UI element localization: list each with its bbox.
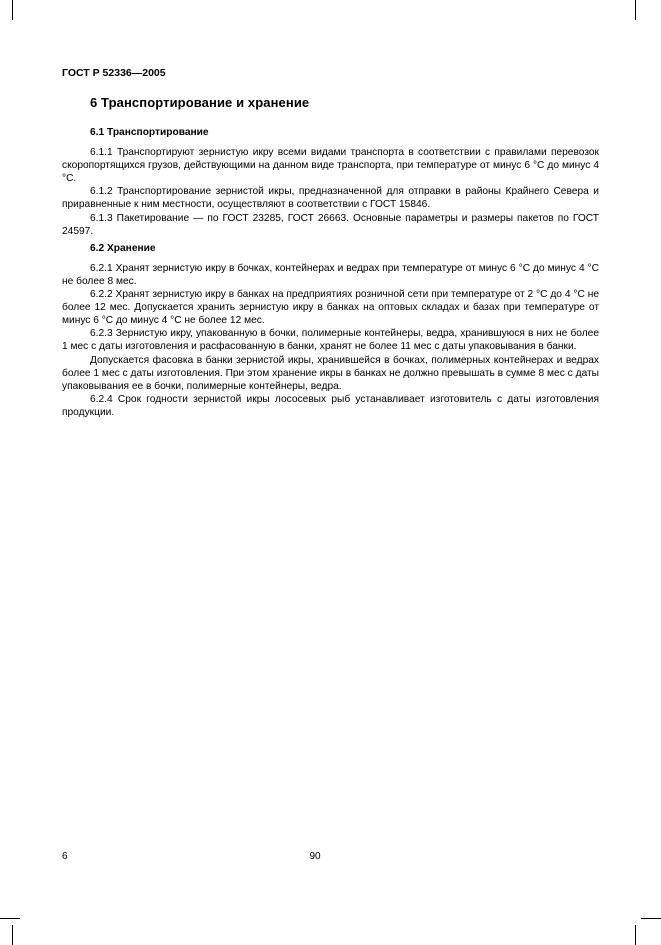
crop-mark-top-left [12, 0, 13, 20]
document-code: ГОСТ Р 52336—2005 [62, 67, 166, 79]
paragraph-6-2-1: 6.2.1 Хранят зернистую икру в бочках, контейнерах и ведрах при температуре от минус 6 °С до минус 4 °С не более 8 мес. [62, 262, 599, 287]
subsection-title-storage: 6.2 Хранение [90, 242, 156, 254]
page-number-center: 90 [309, 851, 321, 862]
crop-mark-bottom-right-v [635, 925, 636, 945]
crop-mark-bottom-left-h [0, 918, 20, 919]
paragraph-6-1-1: 6.1.1 Транспортируют зернистую икру всеми видами транспорта в соответствии с правилами перевозок скоропортящихся грузов, действующими на данном виде транспорта, при температуре от минус 6 °С до минус 4 °С. [62, 147, 599, 185]
page-number-left: 6 [62, 851, 68, 862]
paragraph-6-1-2: 6.1.2 Транспортирование зернистой икры, предназначенной для отправки в районы Крайнего Севера и приравненные к ним местности, осуществляют в соответствии с ГОСТ 15846. [62, 186, 599, 211]
crop-mark-bottom-right-h [641, 918, 661, 919]
section-content [62, 122, 599, 419]
crop-mark-bottom-left-v [12, 925, 13, 945]
subsection-title-transport: 6.1 Транспортирование [90, 127, 209, 138]
crop-mark-top-right [635, 0, 636, 20]
paragraph-6-2-4: 6.2.4 Срок годности зернистой икры лососевых рыб устанавливает изготовитель с даты изготовления продукции. [62, 393, 599, 418]
paragraph-6-1-3: 6.1.3 Пакетирование — по ГОСТ 23285, ГОСТ 26663. Основные параметры и размеры пакетов по ГОСТ 24597. [62, 212, 599, 237]
paragraph-6-2-3-note: Допускается фасовка в банки зернистой икры, хранившейся в бочках, полимерных контейнерах и ведрах более 1 мес с даты изготовления. При этом хранение икры в банках не должно превышать в сумме 8 мес с даты упаковывания ее в бочки, полимерные контейнеры, ведра. [62, 354, 599, 392]
paragraph-6-2-2: 6.2.2 Хранят зернистую икру в банках на предприятиях розничной сети при температуре от 2 °С до 4 °С не более 12 мес. Допускается хранить зернистую икру в банках на оптовых складах и базах при температуре от минус 6 °С до минус 4 °С не более 12 мес. [62, 289, 599, 327]
paragraph-6-2-3: 6.2.3 Зернистую икру, упакованную в бочки, полимерные контейнеры, ведра, хранившуюся в них не более 1 мес с даты изготовления и расфасованную в банки, хранят не более 11 мес с даты упаковывания в банки. [62, 328, 599, 353]
section-title: 6 Транспортирование и хранение [90, 95, 310, 110]
